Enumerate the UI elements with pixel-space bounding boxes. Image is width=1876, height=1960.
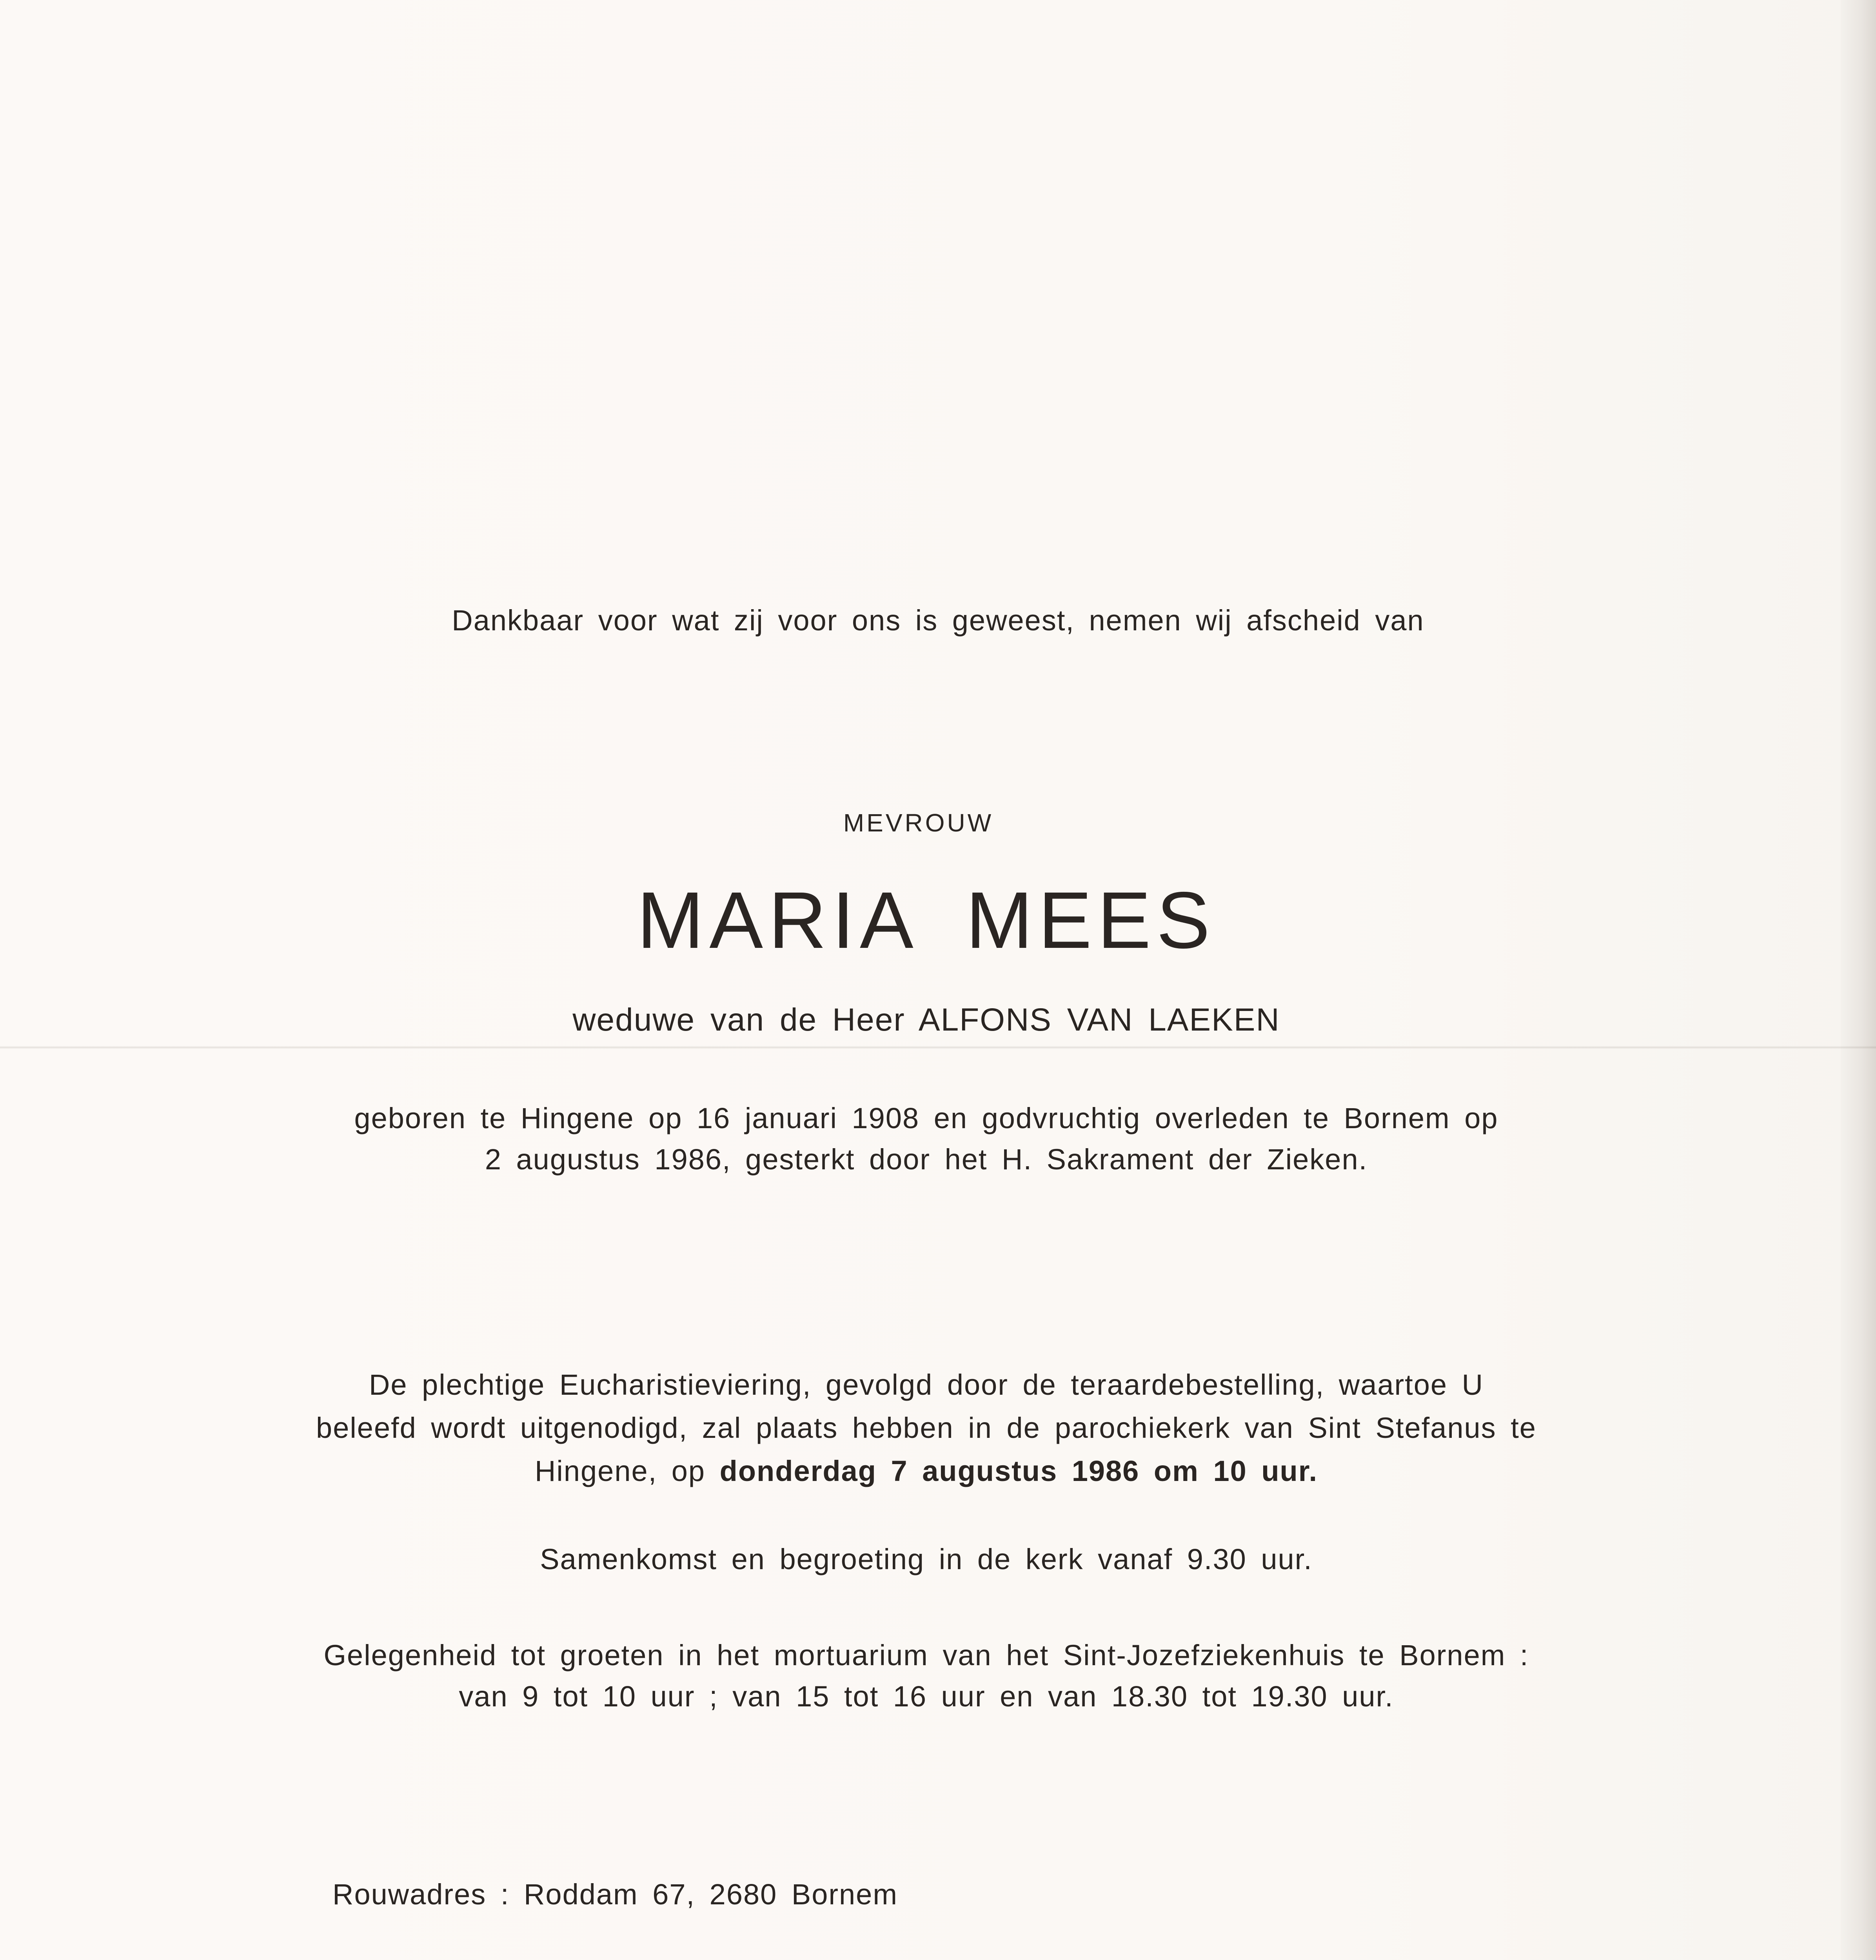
birth-line-2: 2 augustus 1986, gesterkt door het H. Sakrament der Zieken.	[485, 1143, 1368, 1176]
gathering-text: Samenkomst en begroeting in de kerk vanaf 9.30 uur.	[540, 1543, 1313, 1575]
service-line-2: beleefd wordt uitgenodigd, zal plaats hebben in de parochiekerk van Sint Stefanus te	[316, 1412, 1536, 1444]
visiting-line-1: Gelegenheid tot groeten in het mortuarium van het Sint-Jozefziekenhuis te Bornem :	[323, 1639, 1529, 1671]
service-line-1: De plechtige Eucharistieviering, gevolgd door de teraardebestelling, waartoe U	[369, 1368, 1484, 1401]
fold-line	[0, 1046, 1876, 1049]
title-prefix: MEVROUW	[843, 809, 994, 837]
intro-text: Dankbaar voor wat zij voor ons is geweest, nemen wij afscheid van	[452, 604, 1424, 637]
mourning-address: Rouwadres : Roddam 67, 2680 Bornem	[332, 1878, 898, 1911]
deceased-name: MARIA MEES	[637, 875, 1216, 965]
spouse-text: weduwe van de Heer ALFONS VAN LAEKEN	[572, 1002, 1280, 1038]
service-date-time: donderdag 7 augustus 1986 om 10 uur.	[719, 1455, 1318, 1487]
birth-line-1: geboren te Hingene op 16 januari 1908 en godvruchtig overleden te Bornem op	[354, 1102, 1498, 1134]
service-line-3-prefix: Hingene, op	[534, 1455, 706, 1487]
service-line-3	[0, 1454, 1864, 1488]
visiting-line-2: van 9 tot 10 uur ; van 15 tot 16 uur en van 18.30 tot 19.30 uur.	[459, 1680, 1394, 1713]
